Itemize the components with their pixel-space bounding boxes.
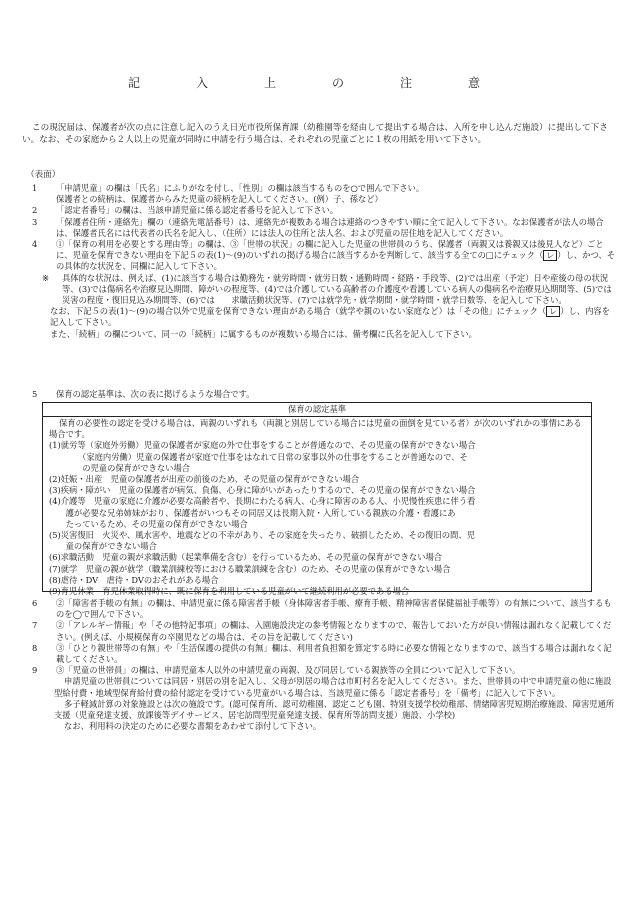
criteria-entry: （家庭内労働）児童の保護者が家庭で仕事をはなれて日常の家事以外の仕事をすることが普通なので、そ [49, 451, 468, 462]
list-item [30, 217, 616, 239]
note-item [30, 273, 616, 307]
criteria-entry: 童の保育ができない場合 [49, 541, 157, 552]
note-text: 具体的な状況は、例えば、(1)に該当する場合は勤務先・就労時間・就労日数・通勤時間・経路・手段等、(2)では出産（予定）日や産後の母の状況等、(3)では傷病名や治療見込期間、障がいの程度等、(4)では介護している高齢者の介護度や看護している病人の傷病名や治療見込期間等、(5)では災害の程度・復旧見込み期間等、(6)では 求職活動状況等、(7)では就学先・就学期間・就学時間・就学日数等、を記入して下さい。 [62, 272, 612, 306]
item-number: 2 [32, 205, 38, 216]
criteria-entry: (7)就学 児童の親が就学（職業訓練校等における職業訓練を含む）のため、その児童の保育ができない場合 [49, 563, 451, 574]
intro-paragraph: この現況届は、保護者が次の点に注意し記入のうえ日光市役所保育課（幼稚園等を経由して提出する場合は、入所を申し込んだ施設）に提出して下さい。なお、その家庭から２人以上の児童が同時に申請を行う場合は、それぞれの児童ごとに１枚の用紙を用いて下さい。 [22, 123, 608, 145]
item-number: 5 [32, 389, 38, 399]
criteria-entry: の児童の保育ができない場合 [49, 462, 191, 473]
item-text [56, 239, 616, 273]
criteria-table-title: 保育の認定基準 [43, 403, 591, 417]
item-text: ②「アレルギー情報」や「その他特記事項」の欄は、入園施設決定の参考情報となりますので、報告しておいた方が良い情報は漏れなく記載してください。(例えば、小規模保育の卒園児などの場合は、その旨を記載してください) [56, 620, 612, 642]
items-block-1 [30, 183, 616, 340]
criteria-entry: (8)虐待・DV 虐待・DVのおそれがある場合 [49, 574, 219, 585]
criteria-entry: (4)介護等 児童の家庭に介護が必要な高齢者や、長期にわたる病人、心身に障害のある人、小児慢性疾患に伴う看 [49, 496, 476, 507]
list-item [30, 665, 616, 676]
criteria-entry: (5)災害復旧 火災や、風水害や、地震などの不幸があり、その家庭を失ったり、破損したため、その復旧の間、児 [49, 530, 475, 541]
item-text-part: ）し、かつ、その具体的な状況を、同欄に記入して下さい。 [56, 250, 616, 272]
criteria-entry: たっているため、その児童の保育ができない場合 [49, 518, 248, 529]
criteria-lead: 保育の必要性の認定を受ける場合は、両親のいずれも（両親と別居している場合には児童の面倒を見ている者）が次のいずれかの事情にある場合です。 [49, 418, 582, 440]
item-number: 9 [32, 665, 38, 676]
item-number: 4 [32, 239, 38, 250]
item-number: 6 [32, 598, 38, 608]
note-mark: ※ [42, 272, 49, 283]
item-text: 「申請児童」の欄は「氏名」にふりがなを付し、「性別」の欄は該当するものを○で囲んで下さい。 [56, 183, 425, 193]
item-text: 「認定者番号」の欄は、当該申請児童に係る認定者番号を記入して下さい。 [56, 205, 339, 216]
tail-paragraph: 多子軽減計算の対象施設とは次の施設です。(認可保育所、認可幼稚園、認定こども園、特別支援学校幼稚部、情緒障害児短期治療施設、障害児通所支援（児童発達支援、放課後等デイサービス、居宅訪問型児童発達支援、保育所等訪問支援）施設、小学校) [54, 698, 615, 721]
list-item [30, 643, 616, 665]
item-text: 「保護者住所・連絡先」欄の（連絡先電話番号）は、連絡先が複数ある場合は連絡のつきやすい順に全て記入して下さい。なお保護者が法人の場合は、保護者氏名には代表者の氏名を記入し、（住所）には法人の住所と法人名、および児童の居住地を記入してください。 [56, 216, 604, 238]
item-text: ②「障害者手帳の有無」の欄は、申請児童に係る障害者手帳（身体障害者手帳、療育手帳、精神障害者保健福祉手帳等）の有無について、該当するものを◯で囲んで下さい。 [56, 598, 612, 620]
section-label: （表面） [26, 170, 61, 180]
page-title: 記 入 上 の 注 意 [127, 76, 502, 90]
item-number: 7 [32, 620, 38, 631]
item-text: 保育の認定基準は、次の表に掲げるような場合です。 [56, 389, 255, 399]
tail-paragraph: なお、利用料の決定のために必要な書類をあわせて添付して下さい。 [64, 721, 322, 732]
item-text: ③「ひとり親世帯等の有無」や「生活保護の提供の有無」欄は、利用者負担額を算定する時に必要な情報となりますので、該当する場合は漏れなく記載してください。 [56, 642, 612, 665]
item-text-part: ①「保育の利用を必要とする理由等」の欄は、③「世帯の状況」の欄に記入した児童の世帯員のうち、保護者（両親又は養親又は後見人など）ごとに、児童を保育できない理由を下記５の表(1)～(9)のいずれの掲げる場合に該当するかを判断して、該当する全ての□にチェック（ [56, 239, 604, 261]
criteria-entry: (6)求職活動 児童の親が求職活動（起業準備を含む）を行っているため、その児童の保育ができない場合 [49, 552, 443, 563]
item-number: 3 [32, 216, 38, 227]
note-text-3: また、「続柄」の欄について、同一の「続柄」に属するものが複数いる場合には、備考欄に氏名を記入して下さい。 [50, 328, 477, 339]
note-text-part: なお、下記５の表(1)～(9)の場合以外で児童を保育できない理由がある場合（就学や親のいない家庭など）は「その他」にチェック（ [50, 306, 547, 317]
note-text-part: ）し、内容を記入して下さい。 [50, 306, 610, 328]
item-text: 保護者との続柄は、保護者からみた児童の続柄を記入してください。(例）子、孫など） [56, 194, 383, 205]
checkmark-icon: レ [546, 306, 560, 317]
item-5 [30, 389, 616, 400]
list-item [30, 620, 616, 642]
list-item [30, 205, 616, 216]
list-item [30, 239, 616, 273]
criteria-table [42, 402, 592, 597]
criteria-entry: (1)就労等（家庭外労働）児童の保護者が家庭の外で仕事をすることが普通なので、その児童の保育ができない場合 [49, 440, 476, 451]
criteria-entry: (3)疾病・障がい 児童の保護者が病気、負傷、心身に障がいがあったりするので、その児童の保育ができない場合 [49, 485, 476, 496]
criteria-entry: 護が必要な兄弟姉妹がおり、保護者がいつもその同居又は長期入院・入所している親族の介護・看護にあ [49, 507, 456, 518]
list-item [30, 598, 616, 620]
item-number: 8 [32, 642, 38, 653]
item-number: 1 [32, 183, 38, 193]
list-item [30, 183, 616, 205]
item-text: ③「児童の世帯員」の欄は、申請児童本人以外の申請児童の両親、及び同居している親族等の全員について記入して下さい。 [56, 665, 521, 676]
items-block-2 [30, 598, 616, 732]
checkmark-icon: レ [543, 250, 557, 261]
criteria-entry: (2)妊娠・出産 児童の保護者が出産の前後のため、その児童の保育ができない場合 [49, 474, 360, 485]
criteria-entry: (9)育児休業 育児休業取得時に、既に保育を利用している児童がいて継続利用が必要である場合 [49, 586, 410, 597]
note-text-2 [30, 306, 616, 328]
tail-paragraph: 申請児童の世帯員については同居・別居の別を記入し、父母が別居の場合は市町村名を記入してください。また、世帯員の中で申請児童の他に施設型給付費・地域型保育給付費の給付認定を受けている児童がいる場合は、当該児童に係る「認定者番号」を「備考」に記入して下さい。 [54, 676, 612, 698]
